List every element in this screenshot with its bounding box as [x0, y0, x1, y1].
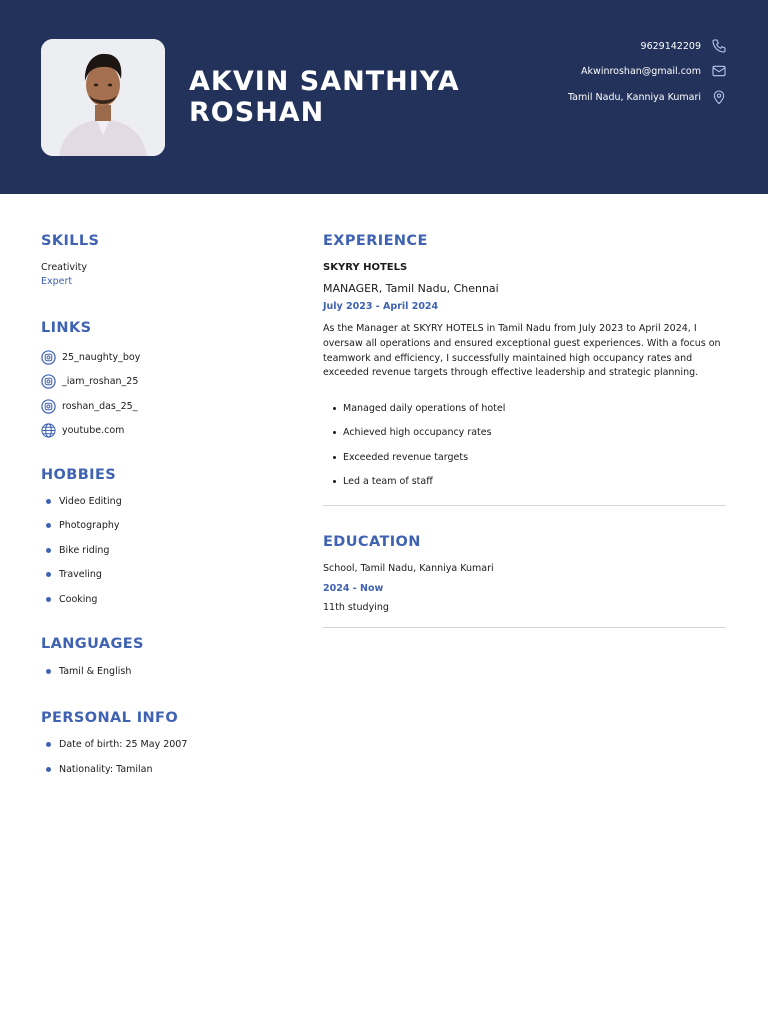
link-item[interactable]: [41, 373, 138, 389]
contact-location: [568, 88, 727, 106]
section-divider: [323, 505, 726, 506]
resume-header: [0, 0, 768, 194]
job-role: MANAGER, Tamil Nadu, Chennai: [323, 282, 499, 295]
hobbies-title: HOBBIES: [41, 467, 117, 483]
phone-icon: [710, 38, 727, 55]
bullet-dot: [333, 407, 336, 410]
languages-title: LANGUAGES: [41, 636, 144, 652]
contact-phone: [641, 37, 727, 55]
experience-bullet-text: Achieved high occupancy rates: [343, 426, 492, 438]
bullet-dot: [46, 742, 51, 747]
hobby-label: Photography: [59, 519, 120, 531]
personal-info-title: PERSONAL INFO: [41, 710, 179, 726]
instagram-icon: [41, 350, 56, 365]
contact-email: [581, 62, 727, 80]
hobby-label: Cooking: [59, 593, 98, 605]
experience-title: EXPERIENCE: [323, 233, 428, 249]
bullet-dot: [46, 548, 51, 553]
personal-info-item: [46, 762, 153, 776]
link-label: _iam_roshan_25: [62, 375, 139, 387]
candidate-name: [189, 66, 460, 128]
bullet-dot: [46, 669, 51, 674]
instagram-icon: [41, 374, 56, 389]
experience-bullet: [333, 474, 433, 488]
hobby-label: Video Editing: [59, 495, 122, 507]
hobby-item: [46, 567, 102, 581]
experience-bullet-text: Led a team of staff: [343, 475, 433, 487]
profile-photo: [41, 39, 165, 156]
hobby-item: [46, 518, 120, 532]
bullet-dot: [333, 456, 336, 459]
experience-bullet: [333, 401, 505, 415]
bullet-dot: [46, 572, 51, 577]
school-name: School, Tamil Nadu, Kanniya Kumari: [323, 563, 494, 574]
hobby-item: [46, 592, 97, 606]
bullet-dot: [46, 597, 51, 602]
experience-bullet-text: Exceeded revenue targets: [343, 451, 469, 463]
experience-bullet: [333, 450, 468, 464]
section-divider: [323, 627, 726, 628]
links-title: LINKS: [41, 320, 92, 336]
bullet-dot: [333, 480, 336, 483]
personal-info-label: Nationality: Tamilan: [59, 763, 153, 775]
email-text: Akwinroshan@gmail.com: [581, 65, 701, 77]
bullet-dot: [333, 431, 336, 434]
person-portrait-icon: [41, 39, 165, 156]
personal-info-item: [46, 737, 187, 751]
language-label: Tamil & English: [59, 665, 132, 677]
globe-icon: [41, 423, 56, 438]
name-line-1: AKVIN SANTHIYA: [189, 66, 460, 97]
mail-icon: [710, 63, 727, 80]
language-item: [46, 664, 131, 678]
hobby-item: [46, 543, 109, 557]
job-dates: July 2023 - April 2024: [323, 301, 439, 312]
skill-level: Expert: [41, 276, 73, 287]
bullet-dot: [46, 767, 51, 772]
education-detail: 11th studying: [323, 602, 389, 613]
instagram-icon: [41, 399, 56, 414]
experience-bullet-text: Managed daily operations of hotel: [343, 402, 506, 414]
skill-name: Creativity: [41, 262, 87, 273]
phone-text: 9629142209: [640, 40, 701, 52]
hobby-item: [46, 494, 122, 508]
location-text: Tamil Nadu, Kanniya Kumari: [567, 91, 701, 103]
experience-description: As the Manager at SKYRY HOTELS in Tamil Nadu from July 2023 to April 2024, I oversaw all operations and ensured exceptional guest experiences. With a focus on teamwork and efficiency, I successfully maintained high occupancy rates and exceeded revenue targets through effective leadership and strategic planning.: [323, 323, 721, 379]
link-item[interactable]: [41, 349, 140, 365]
bullet-dot: [46, 523, 51, 528]
link-item[interactable]: [41, 422, 124, 438]
link-label: youtube.com: [62, 424, 125, 436]
link-item[interactable]: [41, 398, 137, 414]
bullet-dot: [46, 499, 51, 504]
education-dates: 2024 - Now: [323, 583, 384, 594]
skills-title: SKILLS: [41, 233, 100, 249]
education-title: EDUCATION: [323, 534, 421, 550]
personal-info-label: Date of birth: 25 May 2007: [59, 738, 188, 750]
link-label: 25_naughty_boy: [62, 351, 141, 363]
link-label: roshan_das_25_: [62, 400, 138, 412]
hobby-label: Bike riding: [59, 544, 110, 556]
name-line-2: ROSHAN: [189, 97, 325, 128]
hobby-label: Traveling: [59, 568, 102, 580]
location-pin-icon: [710, 89, 727, 106]
experience-bullet: [333, 425, 492, 439]
company-name: SKYRY HOTELS: [323, 262, 408, 273]
